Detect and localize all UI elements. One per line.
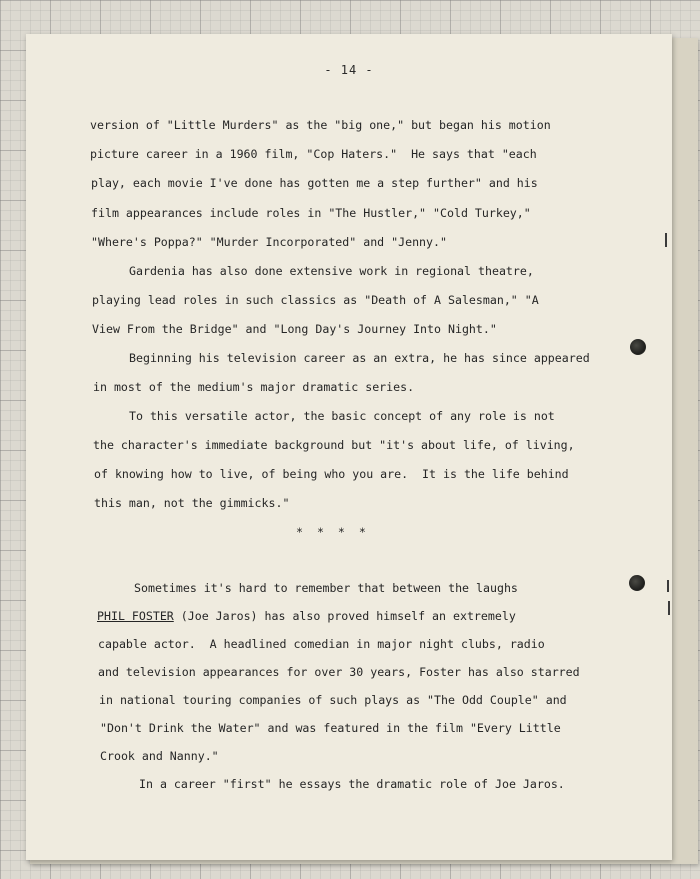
- text-line: film appearances include roles in "The Hustler," "Cold Turkey,": [91, 206, 531, 220]
- text-line: of knowing how to live, of being who you are. It is the life behind: [94, 467, 569, 481]
- actor-name: PHIL FOSTER: [97, 609, 174, 623]
- page-number: - 14 -: [324, 63, 374, 77]
- text-line-phil-foster: [97, 609, 516, 623]
- document-page: [26, 34, 672, 860]
- text-line: play, each movie I've done has gotten me a step further" and his: [91, 176, 538, 190]
- text-line: version of "Little Murders" as the "big one," but began his motion: [90, 118, 551, 132]
- text-line: in national touring companies of such plays as "The Odd Couple" and: [99, 693, 567, 707]
- text-line: "Don't Drink the Water" and was featured in the film "Every Little: [100, 721, 561, 735]
- punch-hole: [629, 575, 645, 591]
- text-line: "Where's Poppa?" "Murder Incorporated" and "Jenny.": [91, 235, 447, 249]
- margin-mark: [665, 233, 667, 247]
- text-line: capable actor. A headlined comedian in major night clubs, radio: [98, 637, 545, 651]
- text-line: the character's immediate background but "it's about life, of living,: [93, 438, 575, 452]
- text-line: To this versatile actor, the basic concept of any role is not: [129, 409, 555, 423]
- punch-hole: [630, 339, 646, 355]
- text-line: In a career "first" he essays the dramatic role of Joe Jaros.: [139, 777, 565, 791]
- text-line: in most of the medium's major dramatic series.: [93, 380, 415, 394]
- section-separator: * * * *: [296, 525, 366, 539]
- text-line: Crook and Nanny.": [100, 749, 219, 763]
- text-line: Beginning his television career as an extra, he has since appeared: [129, 351, 590, 365]
- margin-mark: [667, 580, 669, 592]
- margin-mark: [668, 601, 670, 615]
- text-line: Gardenia has also done extensive work in regional theatre,: [129, 264, 534, 278]
- text-line: playing lead roles in such classics as "Death of A Salesman," "A: [92, 293, 539, 307]
- text-segment: (Joe Jaros) has also proved himself an extremely: [173, 609, 516, 623]
- text-line: picture career in a 1960 film, "Cop Haters." He says that "each: [90, 147, 537, 161]
- text-line: Sometimes it's hard to remember that between the laughs: [134, 581, 518, 595]
- text-line: View From the Bridge" and "Long Day's Journey Into Night.": [92, 322, 497, 336]
- text-line: this man, not the gimmicks.": [94, 496, 290, 510]
- text-line: and television appearances for over 30 years, Foster has also starred: [98, 665, 580, 679]
